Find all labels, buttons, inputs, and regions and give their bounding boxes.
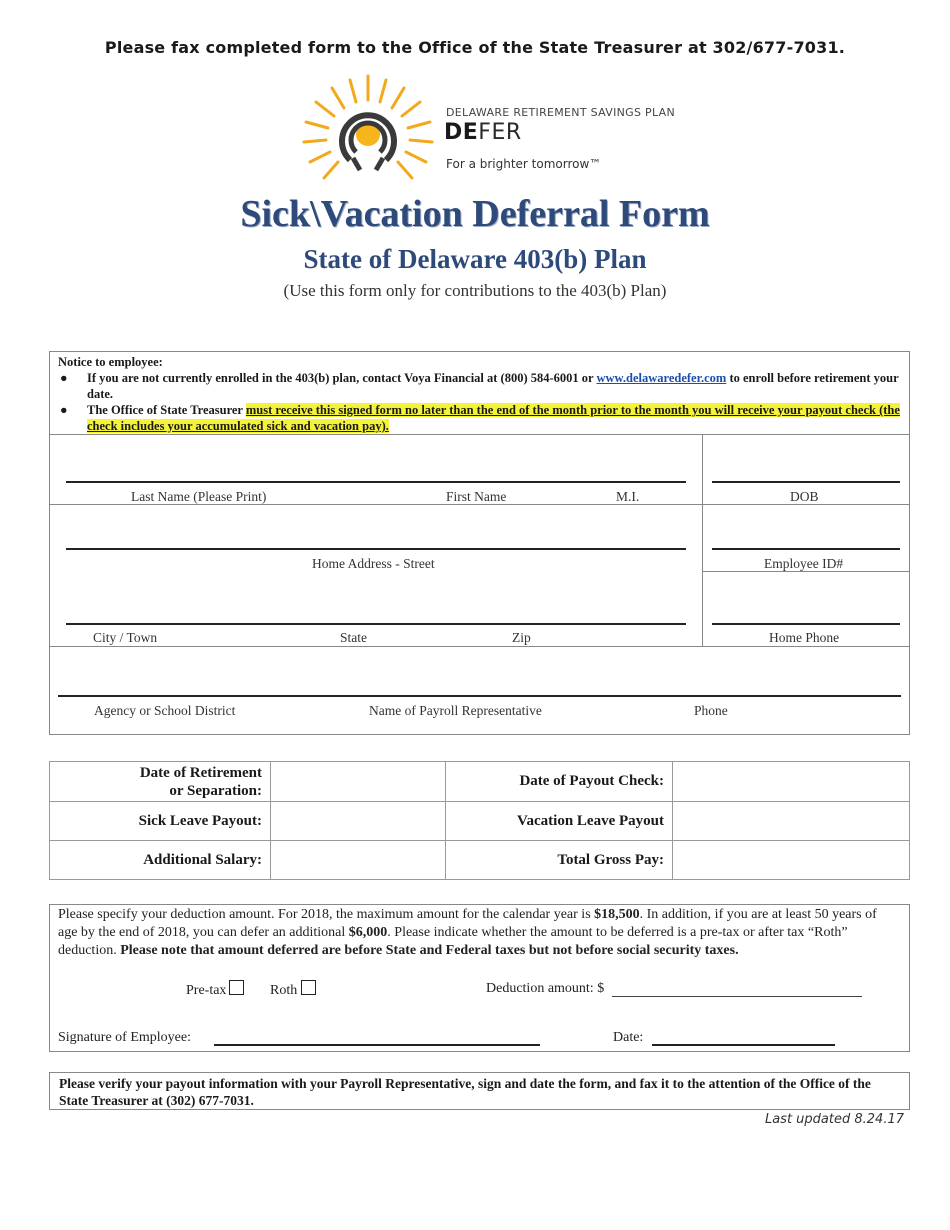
notice-bullet-2: ● The Office of State Treasurer must receive this signed form no later than the end of the month prior to the month you will receive your payout check (the check includes your accumulated sick and vacation pay). — [60, 403, 900, 433]
payout-check-date-input[interactable] — [673, 762, 910, 802]
deduction-amount-input[interactable] — [612, 996, 862, 997]
page-title: Sick\Vacation Deferral Form — [240, 193, 710, 235]
deduction-instructions: Please specify your deduction amount. For 2018, the maximum amount for the calendar year is $18,500. In addition, if you are at least 50 years of age by the end of 2018, you can defer an additional $6,000. Please indicate whether the amount to be deferred is a pre-tax or after tax “Roth” deduction. Please note that amount deferred are before State and Federal taxes but not before social security taxes. — [58, 907, 877, 958]
roth-checkbox[interactable] — [301, 980, 316, 995]
defer-sun-logo — [298, 72, 438, 192]
home-phone-label: Home Phone — [769, 630, 840, 645]
deduction-section — [49, 904, 910, 1052]
roth-option: Roth — [270, 980, 316, 1000]
page-subtitle: State of Delaware 403(b) Plan — [303, 244, 647, 274]
name-input-line[interactable] — [66, 481, 686, 483]
last-name-label: Last Name (Please Print) — [131, 489, 267, 504]
verify-section — [49, 1072, 910, 1110]
payout-table — [49, 761, 910, 880]
first-name-label: First Name — [446, 489, 507, 504]
city-input-line[interactable] — [66, 623, 686, 625]
payroll-rep-label: Name of Payroll Representative — [369, 703, 542, 718]
dob-input-line[interactable] — [712, 481, 900, 483]
signature-input[interactable] — [214, 1044, 540, 1046]
verify-instructions: Please verify your payout information with your Payroll Representative, sign and date the form, and fax it to the attention of the Office of the State Treasurer at (302) 677-7031. — [59, 1076, 871, 1108]
phone-label: Phone — [694, 703, 728, 718]
sick-leave-input[interactable] — [271, 802, 446, 841]
additional-salary-label: Additional Salary: — [50, 841, 271, 880]
state-label: State — [340, 630, 367, 645]
zip-label: Zip — [512, 630, 531, 645]
employee-id-input-line[interactable] — [712, 548, 900, 550]
date-input[interactable] — [652, 1044, 835, 1046]
notice-bullet-1: ● If you are not currently enrolled in the 403(b) plan, contact Voya Financial at (800) 584-6001 or www.delawaredefer.com to enroll before retirement your date. — [60, 371, 899, 401]
logo-tagline: For a brighter tomorrow™ — [446, 157, 602, 171]
deduction-amount-label: Deduction amount: $ — [486, 981, 605, 996]
signature-label: Signature of Employee: — [58, 1030, 191, 1045]
form-usage-note: (Use this form only for contributions to the 403(b) Plan) — [283, 281, 667, 300]
logo-plan-name: DELAWARE RETIREMENT SAVINGS PLAN — [446, 106, 676, 119]
employee-info-section — [49, 351, 910, 735]
employee-id-label: Employee ID# — [764, 556, 844, 571]
last-updated: Last updated 8.24.17 — [764, 1112, 904, 1127]
additional-salary-input[interactable] — [271, 841, 446, 880]
defer-website-link[interactable]: www.delawaredefer.com — [596, 371, 727, 385]
total-gross-label: Total Gross Pay: — [446, 841, 673, 880]
notice-heading: Notice to employee: — [58, 355, 163, 369]
retirement-date-label: Date of Retirement or Separation: — [50, 762, 271, 802]
home-phone-input-line[interactable] — [712, 623, 900, 625]
vacation-leave-label: Vacation Leave Payout — [446, 802, 673, 841]
retirement-date-input[interactable] — [271, 762, 446, 802]
notice-block — [58, 354, 903, 434]
agency-label: Agency or School District — [94, 703, 236, 718]
mi-label: M.I. — [616, 489, 640, 504]
dob-label: DOB — [790, 489, 819, 504]
city-label: City / Town — [93, 630, 158, 645]
payout-check-date-label: Date of Payout Check: — [446, 762, 673, 802]
date-label: Date: — [613, 1030, 644, 1045]
pretax-option: Pre-tax — [186, 980, 244, 1000]
agency-input-line[interactable] — [58, 695, 901, 697]
vacation-leave-input[interactable] — [673, 802, 910, 841]
street-input-line[interactable] — [66, 548, 686, 550]
logo-brand: DEFER — [444, 120, 522, 145]
pretax-checkbox[interactable] — [229, 980, 244, 995]
fax-instruction: Please fax completed form to the Office of the State Treasurer at 302/677-7031. — [104, 38, 846, 57]
total-gross-input[interactable] — [673, 841, 910, 880]
sick-leave-label: Sick Leave Payout: — [50, 802, 271, 841]
street-label: Home Address - Street — [312, 556, 435, 571]
